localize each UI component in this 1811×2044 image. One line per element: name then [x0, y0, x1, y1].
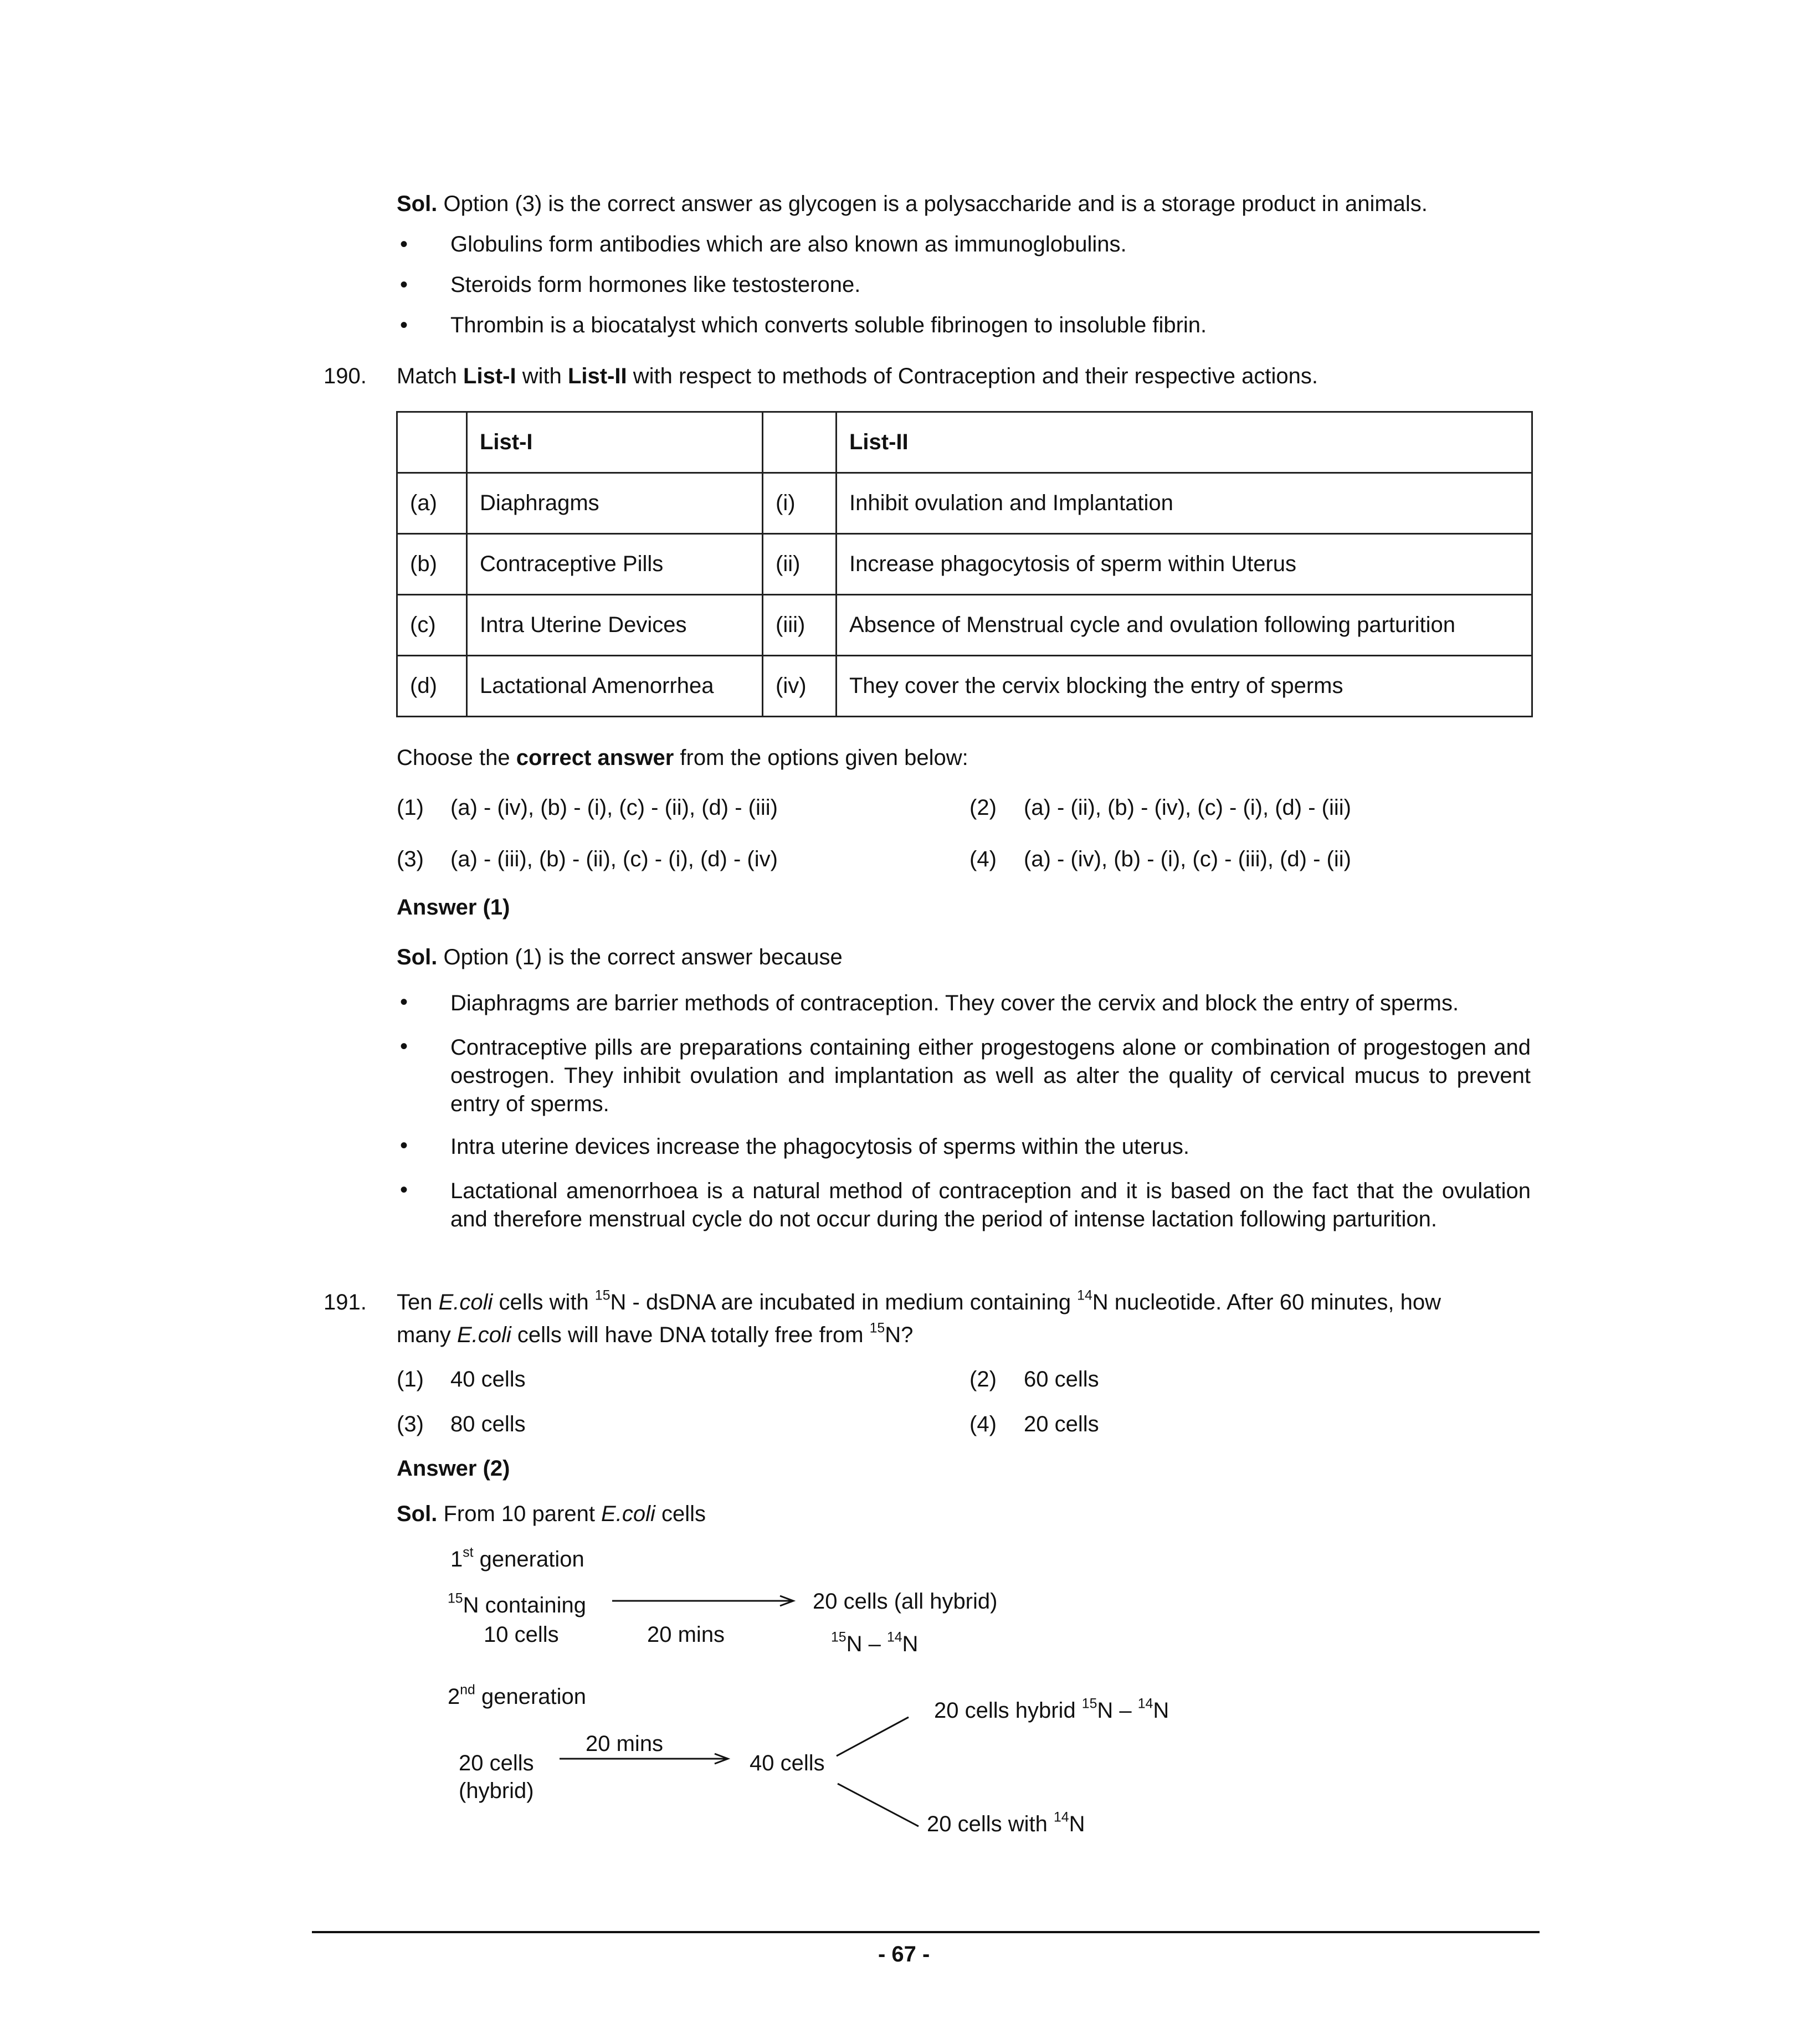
solution-bullet-4: Lactational amenorrhoea is a natural method of contraception and it is based on the fact that the ovulation and therefore menstrual cycle do not occur during the period of intense lactation following parturition.	[450, 1179, 1531, 1231]
question-number: 191.	[324, 1290, 367, 1314]
option-text: (a) - (ii), (b) - (iv), (c) - (i), (d) - (iii)	[1024, 795, 1351, 820]
table-header-list1: List-I	[467, 412, 763, 473]
choose-bold: correct answer	[516, 746, 674, 770]
diagram-text: N	[902, 1632, 919, 1656]
g2-left-sub: (hybrid)	[459, 1779, 534, 1803]
isotope-superscript: 15	[594, 1288, 610, 1303]
sol-label: Sol.	[397, 1502, 438, 1526]
table-cell: (c)	[397, 595, 467, 656]
table-cell: (i)	[763, 473, 837, 534]
stem-italic: E.coli	[438, 1290, 493, 1314]
table-header-list2: List-II	[837, 412, 1532, 473]
stem-text: many	[397, 1323, 457, 1347]
sol-label: Sol.	[397, 945, 438, 969]
diagram-text: N	[1153, 1698, 1169, 1723]
stem-text: with respect to methods of Contraception and their respective actions.	[627, 364, 1318, 388]
page-number: - 67 -	[878, 1942, 930, 1966]
g1-result: 20 cells (all hybrid)	[813, 1589, 998, 1614]
footer-rule	[312, 1931, 1540, 1933]
option-text: (a) - (iv), (b) - (i), (c) - (iii), (d) - (ii)	[1024, 847, 1351, 871]
stem-text: cells will have DNA totally free from	[511, 1323, 870, 1347]
stem-list1: List-I	[463, 364, 516, 388]
isotope-superscript: 15	[869, 1321, 885, 1336]
answer-label: Answer (2)	[397, 1456, 510, 1481]
bullet-icon: •	[400, 273, 408, 297]
stem-italic: E.coli	[456, 1323, 511, 1347]
stem-list2: List-II	[567, 364, 627, 388]
table-cell: (d)	[397, 656, 467, 717]
option-text: 20 cells	[1024, 1412, 1099, 1436]
diagram-text: 20 cells hybrid	[934, 1698, 1082, 1723]
stem-text: N nucleotide. After 60 minutes, how	[1092, 1290, 1441, 1314]
g1-left-sub: 10 cells	[484, 1622, 559, 1647]
solution-text: From 10 parent	[443, 1502, 602, 1526]
sol-label: Sol.	[397, 192, 438, 216]
diagram-text: N	[1069, 1812, 1085, 1836]
option-number: (1)	[397, 1367, 424, 1391]
solution-italic: E.coli	[601, 1502, 655, 1526]
option-number: (2)	[969, 1367, 997, 1391]
table-cell: Inhibit ovulation and Implantation	[837, 473, 1532, 534]
bullet-icon: •	[400, 232, 408, 256]
stem-text: N?	[885, 1323, 914, 1347]
diagram-text: generation	[473, 1547, 584, 1571]
table-cell: They cover the cervix blocking the entry of sperms	[837, 656, 1532, 717]
diagram-text: 1	[450, 1547, 463, 1571]
choose-text: from the options given below:	[674, 746, 968, 770]
g1-time: 20 mins	[647, 1622, 725, 1647]
ordinal-superscript: nd	[460, 1682, 475, 1698]
table-cell: (a)	[397, 473, 467, 534]
choose-text: Choose the	[397, 746, 516, 770]
option-text: (a) - (iv), (b) - (i), (c) - (ii), (d) - (iii)	[450, 795, 778, 820]
stem-text: Match	[397, 364, 464, 388]
g2-mid: 40 cells	[750, 1751, 825, 1775]
table-cell: Intra Uterine Devices	[467, 595, 763, 656]
branch-line-down	[838, 1784, 919, 1826]
answer-label: Answer (1)	[397, 895, 510, 920]
table-cell: Increase phagocytosis of sperm within Uterus	[837, 534, 1532, 595]
branch-line-up	[837, 1717, 909, 1756]
diagram-text: N containing	[463, 1593, 586, 1617]
table-cell: (iii)	[763, 595, 837, 656]
option-text: 60 cells	[1024, 1367, 1099, 1391]
option-number: (2)	[969, 795, 997, 820]
prev-bullet-1: Globulins form antibodies which are also known as immunoglobulins.	[450, 232, 1127, 256]
option-text: (a) - (iii), (b) - (ii), (c) - (i), (d) - (iv)	[450, 847, 778, 871]
prev-solution-text: Option (3) is the correct answer as glycogen is a polysaccharide and is a storage product in animals.	[443, 192, 1428, 216]
isotope-superscript: 14	[1077, 1288, 1092, 1303]
diagram-text: 20 cells with	[927, 1812, 1054, 1836]
prev-bullet-2: Steroids form hormones like testosterone.	[450, 273, 861, 297]
bullet-icon: •	[400, 1034, 408, 1059]
option-text: 40 cells	[450, 1367, 526, 1391]
isotope-superscript: 15	[831, 1630, 846, 1645]
solution-text: cells	[655, 1502, 706, 1526]
table-cell: (ii)	[763, 534, 837, 595]
option-number: (3)	[397, 847, 424, 871]
isotope-superscript: 14	[886, 1630, 902, 1645]
diagram-text: generation	[475, 1684, 586, 1709]
diagram-text: 2	[448, 1684, 460, 1709]
option-number: (3)	[397, 1412, 424, 1436]
option-number: (1)	[397, 795, 424, 820]
solution-text: Option (1) is the correct answer because	[443, 945, 843, 969]
solution-bullet-1: Diaphragms are barrier methods of contraception. They cover the cervix and block the entry of sperms.	[450, 991, 1459, 1015]
question-number: 190.	[324, 364, 367, 388]
isotope-superscript: 14	[1137, 1696, 1153, 1712]
bullet-icon: •	[400, 313, 408, 337]
bullet-icon: •	[400, 1133, 408, 1158]
table-cell: (iv)	[763, 656, 837, 717]
stem-text: N - dsDNA are incubated in medium containing	[610, 1290, 1078, 1314]
solution-bullet-2: Contraceptive pills are preparations containing either progestogens alone or combination of progestogen and oestrogen. They inhibit ovulation and implantation as well as alter the quality of cervical mucus to prevent entry of sperms.	[450, 1035, 1531, 1116]
stem-text: Ten	[397, 1290, 439, 1314]
table-cell: Absence of Menstrual cycle and ovulation following parturition	[837, 595, 1532, 656]
g2-left: 20 cells	[459, 1751, 534, 1775]
table-cell: (b)	[397, 534, 467, 595]
stem-text: with	[516, 364, 568, 388]
g2-time: 20 mins	[586, 1732, 664, 1756]
option-text: 80 cells	[450, 1412, 526, 1436]
option-number: (4)	[969, 847, 997, 871]
prev-bullet-3: Thrombin is a biocatalyst which converts soluble fibrinogen to insoluble fibrin.	[450, 313, 1207, 337]
table-cell: Diaphragms	[467, 473, 763, 534]
diagram-text: N –	[1097, 1698, 1138, 1723]
ordinal-superscript: st	[463, 1545, 474, 1560]
isotope-superscript: 14	[1053, 1810, 1069, 1825]
stem-text: cells with	[492, 1290, 595, 1314]
diagram-text: N –	[846, 1632, 887, 1656]
table-cell: Contraceptive Pills	[467, 534, 763, 595]
bullet-icon: •	[400, 990, 408, 1014]
solution-bullet-3: Intra uterine devices increase the phagocytosis of sperms within the uterus.	[450, 1134, 1190, 1159]
isotope-superscript: 15	[448, 1591, 463, 1606]
isotope-superscript: 15	[1081, 1696, 1097, 1712]
table-cell: Lactational Amenorrhea	[467, 656, 763, 717]
bullet-icon: •	[400, 1178, 408, 1202]
option-number: (4)	[969, 1412, 997, 1436]
